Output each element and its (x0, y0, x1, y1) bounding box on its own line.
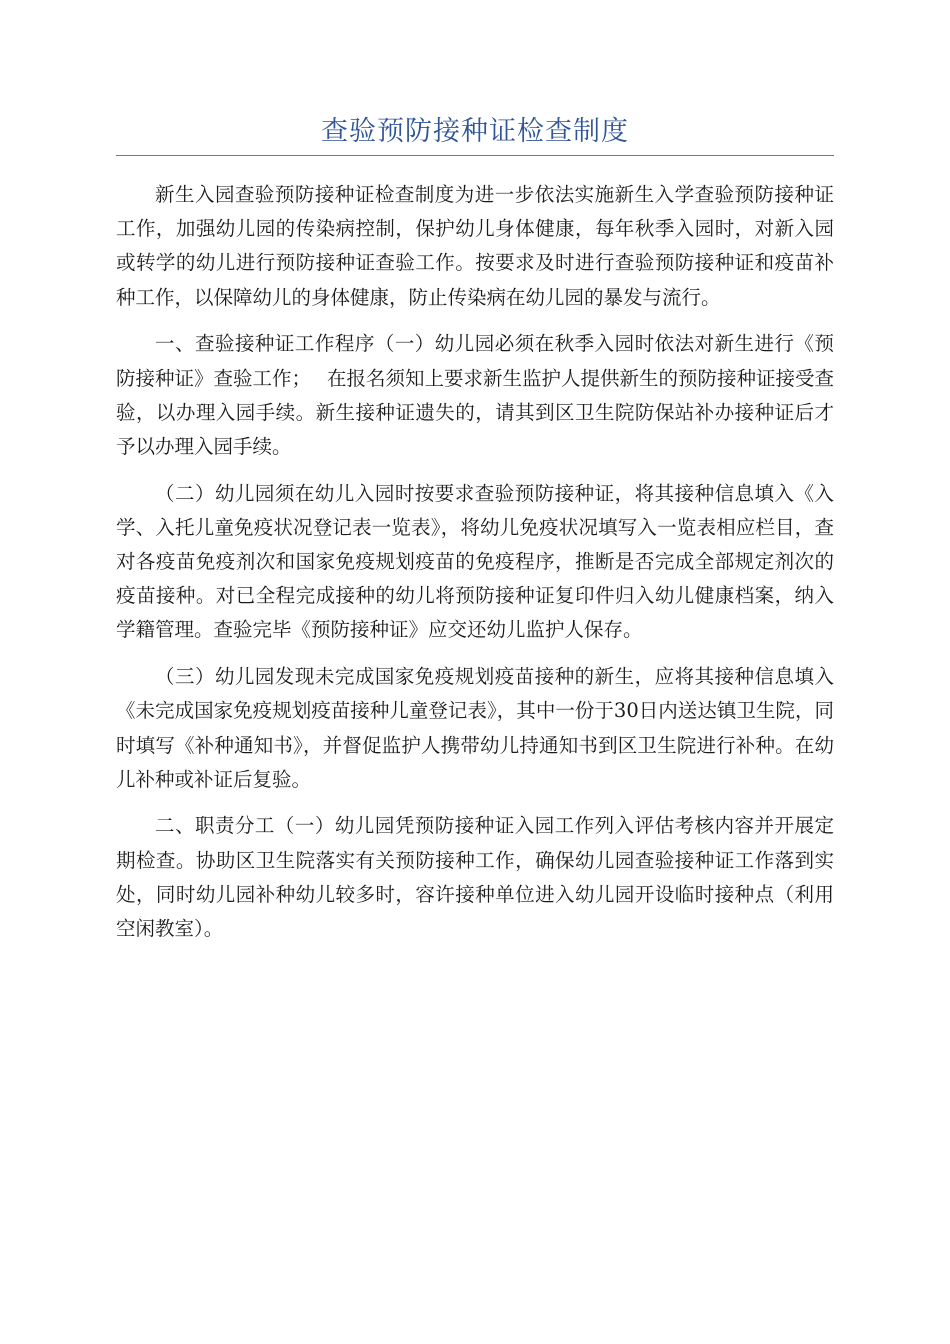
paragraph-section-2-1: 二、职责分工（一）幼儿园凭预防接种证入园工作列入评估考核内容并开展定期检查。协助区卫生院落实有关预防接种工作，确保幼儿园查验接种证工作落到实处，同时幼儿园补种幼儿较多时，容许接种单位进入幼儿园开设临时接种点（利用空闲教室）。 (116, 814, 834, 941)
paragraph-section-1-1: 一、查验接种证工作程序（一）幼儿园必须在秋季入园时依法对新生进行《预防接种证》查验工作； 在报名须知上要求新生监护人提供新生的预防接种证接受查验，以办理入园手续。新生接种证遗失的，请其到区卫生院防保站补办接种证后才予以办理入园手续。 (116, 332, 834, 458)
document-body (116, 178, 834, 959)
paragraph-intro: 新生入园查验预防接种证检查制度为进一步依法实施新生入学查验预防接种证工作，加强幼儿园的传染病控制，保护幼儿身体健康，每年秋季入园时，对新入园或转学的幼儿进行预防接种证查验工作。按要求及时进行查验预防接种证和疫苗补种工作，以保障幼儿的身体健康，防止传染病在幼儿园的暴发与流行。 (116, 183, 834, 309)
paragraph-section-1-2: （二）幼儿园须在幼儿入园时按要求查验预防接种证，将其接种信息填入《入学、入托儿童免疫状况登记表一览表》，将幼儿免疫状况填写入一览表相应栏目，查对各疫苗免疫剂次和国家免疫规划疫苗的免疫程序，推断是否完成全部规定剂次的疫苗接种。对已全程完成接种的幼儿将预防接种证复印件归入幼儿健康档案，纳入学籍管理。查验完毕《预防接种证》应交还幼儿监护人保存。 (116, 481, 834, 642)
paragraph-section-1-3: （三）幼儿园发现未完成国家免疫规划疫苗接种的新生，应将其接种信息填入《未完成国家免疫规划疫苗接种儿童登记表》，其中一份于30日内送达镇卫生院，同时填写《补种通知书》，并督促监护人携带幼儿持通知书到区卫生院进行补种。在幼儿补种或补证后复验。 (116, 665, 834, 791)
title-underline (116, 155, 834, 156)
document-title: 查验预防接种证检查制度 (321, 116, 629, 147)
